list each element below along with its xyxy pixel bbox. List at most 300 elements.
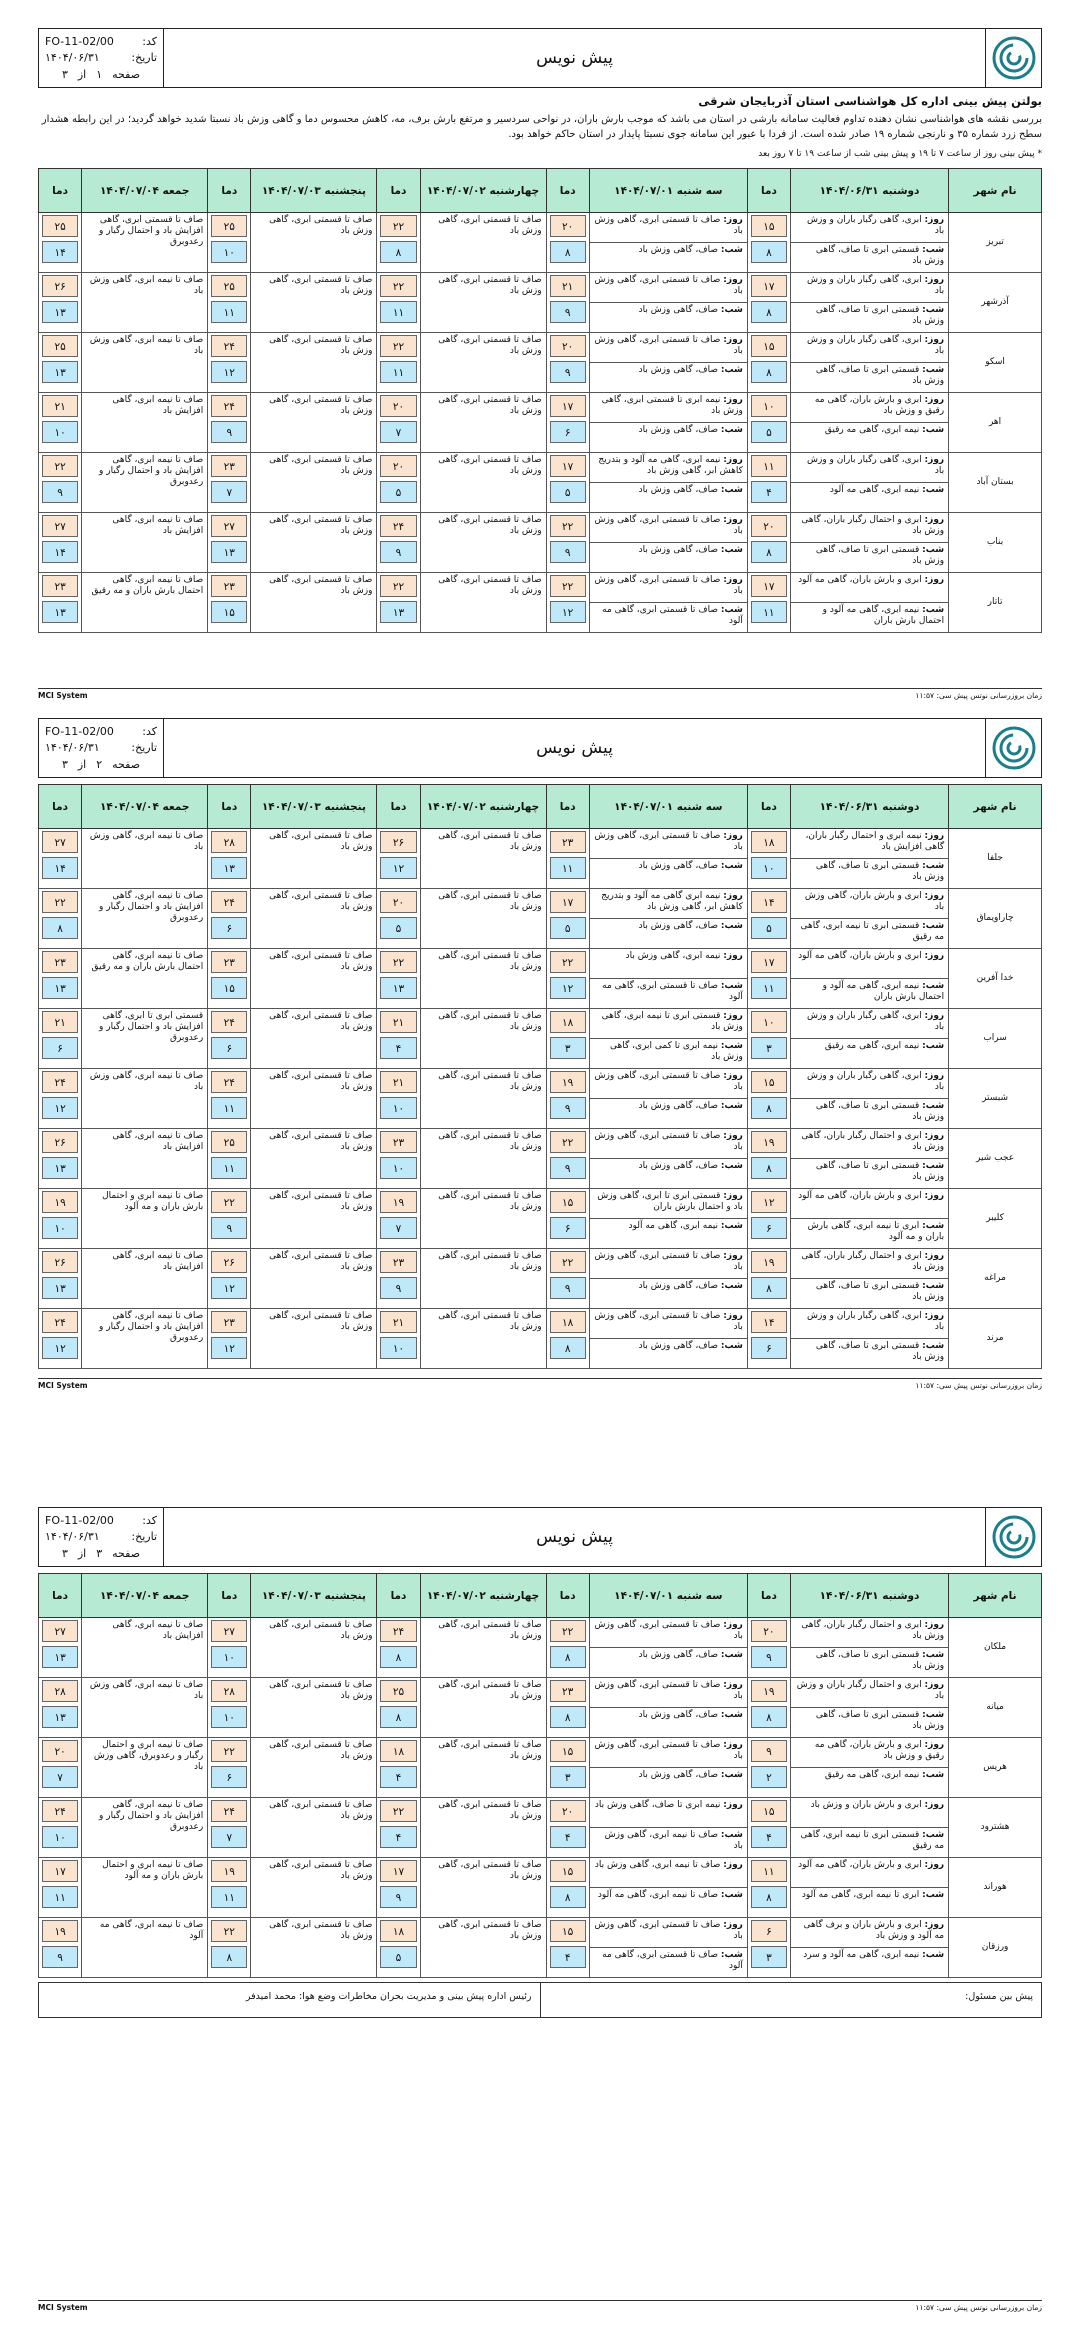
col-day-mon: دوشنبه ۱۴۰۴/۰۶/۳۱	[790, 1574, 948, 1618]
max-temp: ۲۴	[42, 1071, 78, 1093]
wed-forecast: صاف تا قسمتی ابری، گاهی وزش باد	[420, 513, 546, 573]
max-temp: ۱۵	[550, 1860, 586, 1882]
min-temp: ۱۴	[42, 541, 78, 563]
min-temp: ۵	[751, 917, 787, 939]
max-temp: ۲۰	[380, 455, 416, 477]
tue-temps	[546, 1009, 589, 1069]
col-day-fri: جمعه ۱۴۰۴/۰۷/۰۴	[82, 169, 208, 213]
fri-forecast: صاف تا نیمه ابری، گاهی افزایش باد	[82, 1249, 208, 1309]
max-temp: ۲۲	[550, 1131, 586, 1153]
fri-temps	[39, 333, 82, 393]
min-temp: ۹	[211, 421, 247, 443]
meteorology-logo-icon	[985, 1508, 1041, 1566]
tue-night-forecast: شب: صاف تا نیمه ابری، گاهی مه آلود	[589, 1888, 747, 1918]
page	[38, 1507, 1042, 2018]
mon-day-forecast: روز: ابری، گاهی رگبار باران و وزش باد	[790, 333, 948, 363]
max-temp: ۲۷	[42, 1620, 78, 1642]
mon-day-forecast: روز: ابری، گاهی رگبار باران و وزش باد	[790, 273, 948, 303]
mon-temps	[747, 573, 790, 633]
min-temp: ۸	[550, 1706, 586, 1728]
min-temp: ۹	[550, 1157, 586, 1179]
max-temp: ۲۲	[211, 1920, 247, 1942]
thu-temps	[208, 1249, 251, 1309]
col-city: نام شهر	[949, 1574, 1042, 1618]
col-day-fri: جمعه ۱۴۰۴/۰۷/۰۴	[82, 1574, 208, 1618]
max-temp: ۱۸	[380, 1920, 416, 1942]
wed-forecast: صاف تا قسمتی ابری، گاهی وزش باد	[420, 1618, 546, 1678]
tue-day-forecast: روز: صاف تا قسمتی ابری، گاهی وزش باد	[589, 1918, 747, 1948]
thu-temps	[208, 1069, 251, 1129]
max-temp: ۱۷	[751, 951, 787, 973]
min-temp: ۷	[380, 1217, 416, 1239]
footer-system: MCI System	[38, 691, 88, 700]
forecast-table	[38, 784, 1042, 1369]
min-temp: ۶	[211, 1766, 247, 1788]
max-temp: ۲۲	[211, 1191, 247, 1213]
min-temp: ۱۵	[211, 977, 247, 999]
max-temp: ۱۹	[380, 1191, 416, 1213]
min-temp: ۳	[751, 1037, 787, 1059]
mon-temps	[747, 1009, 790, 1069]
max-temp: ۲۱	[42, 395, 78, 417]
mon-day-forecast: روز: ابری و بارش باران، گاهی مه رقیق و وزش باد	[790, 1738, 948, 1768]
forecast-table	[38, 168, 1042, 633]
tue-night-forecast: شب: صاف، گاهی وزش باد	[589, 1648, 747, 1678]
min-temp: ۱۴	[42, 857, 78, 879]
city-name: اسکو	[949, 333, 1042, 393]
city-name: میانه	[949, 1678, 1042, 1738]
min-temp: ۱۰	[211, 1646, 247, 1668]
tue-night-forecast: شب: صاف، گاهی وزش باد	[589, 1159, 747, 1189]
max-temp: ۲۲	[211, 1740, 247, 1762]
doc-meta: کد: FO-11-02/00 تاریخ: ۱۴۰۴/۰۶/۳۱ صفحه ۳ از ۳	[39, 1508, 164, 1566]
tue-day-forecast: روز: صاف تا قسمتی ابری، گاهی وزش باد	[589, 829, 747, 859]
min-temp: ۱۰	[42, 1217, 78, 1239]
tue-day-forecast: روز: قسمتی ابری تا ابری، گاهی وزش باد و احتمال بارش باران	[589, 1189, 747, 1219]
date-label: تاریخ:	[131, 1530, 157, 1544]
mon-temps	[747, 1309, 790, 1369]
max-temp: ۲۲	[380, 335, 416, 357]
max-temp: ۱۷	[550, 395, 586, 417]
min-temp: ۳	[550, 1766, 586, 1788]
max-temp: ۲۵	[211, 215, 247, 237]
max-temp: ۱۸	[751, 831, 787, 853]
max-temp: ۱۱	[751, 1860, 787, 1882]
wed-forecast: صاف تا قسمتی ابری، گاهی وزش باد	[420, 213, 546, 273]
wed-temps	[377, 1249, 420, 1309]
min-temp: ۷	[42, 1766, 78, 1788]
mon-temps	[747, 1738, 790, 1798]
fri-temps	[39, 213, 82, 273]
tue-night-forecast: شب: صاف، گاهی وزش باد	[589, 1279, 747, 1309]
mon-temps	[747, 453, 790, 513]
max-temp: ۲۴	[211, 1071, 247, 1093]
tue-temps	[546, 513, 589, 573]
tue-temps	[546, 273, 589, 333]
max-temp: ۲۶	[380, 831, 416, 853]
max-temp: ۲۳	[42, 575, 78, 597]
wed-forecast: صاف تا قسمتی ابری، گاهی وزش باد	[420, 1069, 546, 1129]
mon-night-forecast: شب: نیمه ابری، گاهی مه رقیق	[790, 1039, 948, 1069]
wed-temps	[377, 1009, 420, 1069]
min-temp: ۹	[550, 1097, 586, 1119]
doc-code: FO-11-02/00	[45, 724, 114, 738]
fri-forecast: صاف تا نیمه ابری، گاهی وزش باد	[82, 1678, 208, 1738]
responsible-box	[38, 1982, 1042, 2018]
city-name: تبریز	[949, 213, 1042, 273]
thu-forecast: صاف تا قسمتی ابری، گاهی وزش باد	[251, 1189, 377, 1249]
doc-code: FO-11-02/00	[45, 1513, 114, 1527]
tue-day-forecast: روز: صاف تا قسمتی ابری، گاهی وزش باد	[589, 513, 747, 543]
mon-night-forecast: شب: نیمه ابری، گاهی مه رقیق	[790, 423, 948, 453]
max-temp: ۱۷	[550, 891, 586, 913]
city-name: خدا آفرین	[949, 949, 1042, 1009]
tue-night-forecast: شب: صاف، گاهی وزش باد	[589, 1339, 747, 1369]
thu-forecast: صاف تا قسمتی ابری، گاهی وزش باد	[251, 1249, 377, 1309]
thu-forecast: صاف تا قسمتی ابری، گاهی وزش باد	[251, 213, 377, 273]
thu-forecast: صاف تا قسمتی ابری، گاهی وزش باد	[251, 949, 377, 1009]
tue-temps	[546, 1678, 589, 1738]
max-temp: ۱۱	[751, 455, 787, 477]
max-temp: ۲۶	[42, 1251, 78, 1273]
max-temp: ۱۷	[380, 1860, 416, 1882]
max-temp: ۲۰	[380, 891, 416, 913]
max-temp: ۱۹	[42, 1920, 78, 1942]
max-temp: ۲۲	[550, 1620, 586, 1642]
min-temp: ۹	[380, 1886, 416, 1908]
fri-forecast: قسمتی ابری تا ابری، گاهی افزایش باد و احتمال رگبار و رعدوبرق	[82, 1009, 208, 1069]
max-temp: ۲۳	[211, 575, 247, 597]
tue-day-forecast: روز: نیمه ابری، گاهی مه آلود و بتدریج کاهش ابر، گاهی وزش باد	[589, 453, 747, 483]
mon-temps	[747, 333, 790, 393]
tue-day-forecast: روز: صاف تا قسمتی ابری، گاهی وزش باد	[589, 1309, 747, 1339]
tue-night-forecast: شب: صاف، گاهی وزش باد	[589, 1768, 747, 1798]
thu-temps	[208, 889, 251, 949]
max-temp: ۱۵	[751, 335, 787, 357]
mon-day-forecast: روز: ابری، گاهی رگبار باران و وزش باد	[790, 1069, 948, 1099]
min-temp: ۶	[751, 1217, 787, 1239]
date-label: تاریخ:	[131, 51, 157, 65]
min-temp: ۱۲	[550, 977, 586, 999]
tue-day-forecast: روز: صاف تا قسمتی ابری، گاهی وزش باد	[589, 1129, 747, 1159]
mon-night-forecast: شب: قسمتی ابری تا نیمه ابری، گاهی مه رقیق	[790, 919, 948, 949]
wed-forecast: صاف تا قسمتی ابری، گاهی وزش باد	[420, 1798, 546, 1858]
mon-night-forecast: شب: نیمه ابری، گاهی مه آلود و احتمال بارش باران	[790, 603, 948, 633]
thu-forecast: صاف تا قسمتی ابری، گاهی وزش باد	[251, 513, 377, 573]
max-temp: ۲۲	[550, 575, 586, 597]
page-number: ۲	[96, 758, 103, 772]
wed-temps	[377, 829, 420, 889]
mon-temps	[747, 829, 790, 889]
max-temp: ۲۲	[550, 1251, 586, 1273]
min-temp: ۱۲	[211, 361, 247, 383]
thu-temps	[208, 1858, 251, 1918]
mon-temps	[747, 1678, 790, 1738]
tue-temps	[546, 1798, 589, 1858]
min-temp: ۶	[42, 1037, 78, 1059]
page-header	[38, 1507, 1042, 1567]
thu-temps	[208, 1918, 251, 1978]
mon-day-forecast: روز: ابری و بارش باران، گاهی مه آلود	[790, 573, 948, 603]
max-temp: ۲۱	[380, 1311, 416, 1333]
city-name: سراب	[949, 1009, 1042, 1069]
min-temp: ۱۳	[42, 361, 78, 383]
thu-temps	[208, 213, 251, 273]
thu-temps	[208, 1678, 251, 1738]
min-temp: ۲	[751, 1766, 787, 1788]
fri-forecast: صاف تا قسمتی ابری، گاهی افزایش باد و احتمال رگبار و رعدوبرق	[82, 213, 208, 273]
min-temp: ۱۳	[42, 1157, 78, 1179]
min-temp: ۱۲	[211, 1277, 247, 1299]
mon-day-forecast: روز: ابری و احتمال رگبار باران، گاهی وزش باد	[790, 1618, 948, 1648]
table-header: نام شهر دوشنبه ۱۴۰۴/۰۶/۳۱ دما سه شنبه ۱۴۰۴/۰۷/۰۱ دما چهارشنبه ۱۴۰۴/۰۷/۰۲ دما پنجشنبه ۱۴۰۴/۰۷/۰۳ دما جمعه ۱۴۰۴/۰۷/۰۴ دما	[39, 169, 1042, 213]
thu-temps	[208, 333, 251, 393]
city-name: هوراند	[949, 1858, 1042, 1918]
min-temp: ۵	[380, 481, 416, 503]
tue-night-forecast: شب: صاف تا قسمتی ابری، گاهی مه آلود	[589, 979, 747, 1009]
max-temp: ۲۰	[751, 1620, 787, 1642]
thu-temps	[208, 1618, 251, 1678]
min-temp: ۸	[751, 361, 787, 383]
max-temp: ۱۵	[550, 1920, 586, 1942]
table-row	[39, 829, 1042, 859]
tue-night-forecast: شب: صاف، گاهی وزش باد	[589, 243, 747, 273]
city-name: عجب شیر	[949, 1129, 1042, 1189]
min-temp: ۳	[751, 1946, 787, 1968]
max-temp: ۲۴	[380, 515, 416, 537]
min-temp: ۵	[550, 917, 586, 939]
max-temp: ۱۷	[751, 275, 787, 297]
doc-meta: کد: FO-11-02/00 تاریخ: ۱۴۰۴/۰۶/۳۱ صفحه ۱ از ۳	[39, 29, 164, 87]
city-name: ملکان	[949, 1618, 1042, 1678]
thu-forecast: صاف تا قسمتی ابری، گاهی وزش باد	[251, 1309, 377, 1369]
min-temp: ۹	[211, 1217, 247, 1239]
mon-night-forecast: شب: ابری تا نیمه ابری، گاهی بارش باران و مه آلود	[790, 1219, 948, 1249]
fri-temps	[39, 889, 82, 949]
thu-forecast: صاف تا قسمتی ابری، گاهی وزش باد	[251, 573, 377, 633]
min-temp: ۵	[751, 421, 787, 443]
table-row	[39, 393, 1042, 423]
max-temp: ۱۹	[550, 1071, 586, 1093]
max-temp: ۱۷	[550, 455, 586, 477]
table-row	[39, 1189, 1042, 1219]
code-label: کد:	[142, 724, 157, 738]
tue-night-forecast: شب: صاف، گاهی وزش باد	[589, 363, 747, 393]
tue-day-forecast: روز: قسمتی ابری تا نیمه ابری، گاهی وزش باد	[589, 1009, 747, 1039]
fri-forecast: صاف تا نیمه ابری، گاهی افزایش باد و احتمال رگبار و رعدوبرق	[82, 453, 208, 513]
page-footer	[38, 1378, 1042, 1390]
page-number: ۱	[96, 68, 103, 82]
tue-day-forecast: روز: صاف تا قسمتی ابری، گاهی وزش باد	[589, 1618, 747, 1648]
mon-temps	[747, 949, 790, 1009]
min-temp: ۴	[380, 1037, 416, 1059]
tue-night-forecast: شب: صاف تا قسمتی ابری، گاهی مه آلود	[589, 603, 747, 633]
min-temp: ۱۴	[42, 241, 78, 263]
min-temp: ۵	[380, 917, 416, 939]
col-day-thu: پنجشنبه ۱۴۰۴/۰۷/۰۳	[251, 1574, 377, 1618]
tue-day-forecast: روز: صاف تا قسمتی ابری، گاهی وزش باد	[589, 333, 747, 363]
wed-forecast: صاف تا قسمتی ابری، گاهی وزش باد	[420, 1678, 546, 1738]
tue-temps	[546, 1918, 589, 1978]
city-name: هشترود	[949, 1798, 1042, 1858]
min-temp: ۸	[550, 1337, 586, 1359]
wed-forecast: صاف تا قسمتی ابری، گاهی وزش باد	[420, 829, 546, 889]
page-title: پیش نویس	[536, 48, 613, 68]
tue-night-forecast: شب: صاف تا قسمتی ابری، گاهی مه آلود	[589, 1948, 747, 1978]
wed-forecast: صاف تا قسمتی ابری، گاهی وزش باد	[420, 1189, 546, 1249]
min-temp: ۱۰	[380, 1337, 416, 1359]
table-row	[39, 949, 1042, 979]
page-number: ۳	[96, 1547, 103, 1561]
fri-forecast: صاف تا نیمه ابری، گاهی افزایش باد	[82, 513, 208, 573]
fri-forecast: صاف تا نیمه ابری، گاهی وزش باد	[82, 1069, 208, 1129]
max-temp: ۱۹	[751, 1680, 787, 1702]
thu-forecast: صاف تا قسمتی ابری، گاهی وزش باد	[251, 1858, 377, 1918]
max-temp: ۲۲	[380, 275, 416, 297]
city-name: تاتار	[949, 573, 1042, 633]
fri-forecast: صاف تا نیمه ابری، گاهی وزش باد	[82, 333, 208, 393]
max-temp: ۱۵	[751, 1071, 787, 1093]
max-temp: ۲۴	[211, 395, 247, 417]
max-temp: ۲۰	[751, 515, 787, 537]
col-day-tue: سه شنبه ۱۴۰۴/۰۷/۰۱	[589, 169, 747, 213]
max-temp: ۱۹	[42, 1191, 78, 1213]
min-temp: ۸	[751, 1706, 787, 1728]
fri-forecast: صاف تا نیمه ابری، گاهی افزایش باد	[82, 1129, 208, 1189]
city-name: مراغه	[949, 1249, 1042, 1309]
min-temp: ۶	[211, 917, 247, 939]
mon-temps	[747, 1129, 790, 1189]
city-name: اهر	[949, 393, 1042, 453]
mon-night-forecast: شب: قسمتی ابری تا نیمه ابری، گاهی مه رقیق	[790, 1828, 948, 1858]
min-temp: ۷	[211, 481, 247, 503]
thu-forecast: صاف تا قسمتی ابری، گاهی وزش باد	[251, 1738, 377, 1798]
table-row	[39, 1618, 1042, 1648]
fri-forecast: صاف تا نیمه ابری، گاهی افزایش باد و احتمال رگبار و رعدوبرق	[82, 1798, 208, 1858]
fri-temps	[39, 1069, 82, 1129]
max-temp: ۲۰	[550, 1800, 586, 1822]
mon-day-forecast: روز: ابری و احتمال رگبار باران و وزش باد	[790, 1678, 948, 1708]
min-temp: ۶	[550, 1217, 586, 1239]
col-day-wed: چهارشنبه ۱۴۰۴/۰۷/۰۲	[420, 1574, 546, 1618]
max-temp: ۲۸	[42, 1680, 78, 1702]
min-temp: ۳	[550, 1037, 586, 1059]
min-temp: ۱۲	[42, 1337, 78, 1359]
footer-system: MCI System	[38, 2303, 88, 2312]
min-temp: ۱۱	[211, 301, 247, 323]
max-temp: ۲۷	[42, 515, 78, 537]
mon-day-forecast: روز: ابری و بارش باران، گاهی مه آلود	[790, 1189, 948, 1219]
max-temp: ۶	[751, 1920, 787, 1942]
wed-temps	[377, 513, 420, 573]
wed-forecast: صاف تا قسمتی ابری، گاهی وزش باد	[420, 949, 546, 1009]
mon-day-forecast: روز: نیمه ابری و احتمال رگبار باران، گاهی افزایش باد	[790, 829, 948, 859]
mon-temps	[747, 213, 790, 273]
min-temp: ۹	[550, 361, 586, 383]
tue-temps	[546, 889, 589, 949]
page	[38, 28, 1042, 633]
min-temp: ۱۰	[211, 1706, 247, 1728]
table-row	[39, 1069, 1042, 1099]
thu-temps	[208, 393, 251, 453]
fri-forecast: صاف تا نیمه ابری، گاهی افزایش باد و احتمال رگبار و رعدوبرق	[82, 1309, 208, 1369]
thu-forecast: صاف تا قسمتی ابری، گاهی وزش باد	[251, 1918, 377, 1978]
tue-day-forecast: روز: صاف تا قسمتی ابری، گاهی وزش باد	[589, 213, 747, 243]
thu-temps	[208, 829, 251, 889]
wed-forecast: صاف تا قسمتی ابری، گاهی وزش باد	[420, 1918, 546, 1978]
col-day-fri: جمعه ۱۴۰۴/۰۷/۰۴	[82, 785, 208, 829]
max-temp: ۲۰	[550, 215, 586, 237]
fri-temps	[39, 453, 82, 513]
tue-temps	[546, 573, 589, 633]
min-temp: ۱۲	[211, 1337, 247, 1359]
min-temp: ۸	[751, 1097, 787, 1119]
code-label: کد:	[142, 34, 157, 48]
mon-night-forecast: شب: قسمتی ابری تا صاف، گاهی وزش باد	[790, 303, 948, 333]
max-temp: ۱۰	[751, 1011, 787, 1033]
mon-day-forecast: روز: ابری، گاهی رگبار باران و وزش باد	[790, 1009, 948, 1039]
tue-night-forecast: شب: صاف تا نیمه ابری، گاهی وزش باد	[589, 1828, 747, 1858]
mon-night-forecast: شب: قسمتی ابری تا صاف، گاهی وزش باد	[790, 1279, 948, 1309]
max-temp: ۲۱	[380, 1071, 416, 1093]
max-temp: ۲۱	[380, 1011, 416, 1033]
fri-forecast: صاف تا نیمه ابری، گاهی احتمال بارش باران و مه رقیق	[82, 949, 208, 1009]
max-temp: ۱۸	[380, 1740, 416, 1762]
page-title: پیش نویس	[536, 1527, 613, 1547]
fri-forecast: صاف تا نیمه ابری، گاهی افزایش باد و احتمال رگبار و رعدوبرق	[82, 889, 208, 949]
min-temp: ۵	[380, 1946, 416, 1968]
fri-temps	[39, 1798, 82, 1858]
wed-temps	[377, 889, 420, 949]
page-header	[38, 28, 1042, 88]
table-row	[39, 573, 1042, 603]
mon-night-forecast: شب: قسمتی ابری تا صاف، گاهی وزش باد	[790, 363, 948, 393]
fri-temps	[39, 1738, 82, 1798]
tue-temps	[546, 949, 589, 1009]
tue-night-forecast: شب: نیمه ابری تا کمی ابری، گاهی وزش باد	[589, 1039, 747, 1069]
min-temp: ۶	[751, 1337, 787, 1359]
fri-forecast: صاف تا نیمه ابری، گاهی مه آلود	[82, 1918, 208, 1978]
mon-day-forecast: روز: ابری، گاهی رگبار باران و وزش باد	[790, 213, 948, 243]
max-temp: ۲۶	[42, 1131, 78, 1153]
thu-forecast: صاف تا قسمتی ابری، گاهی وزش باد	[251, 393, 377, 453]
tue-day-forecast: روز: صاف تا قسمتی ابری، گاهی وزش باد	[589, 1069, 747, 1099]
total-pages: ۳	[61, 758, 68, 772]
footer-update-time: زمان بروزرسانی نوتس پیش سی: ۱۱:۵۷	[915, 691, 1042, 700]
max-temp: ۲۵	[380, 1680, 416, 1702]
table-row	[39, 1129, 1042, 1159]
min-temp: ۸	[211, 1946, 247, 1968]
tue-temps	[546, 213, 589, 273]
wed-forecast: صاف تا قسمتی ابری، گاهی وزش باد	[420, 1858, 546, 1918]
wed-temps	[377, 273, 420, 333]
table-row	[39, 213, 1042, 243]
max-temp: ۲۲	[550, 951, 586, 973]
tue-temps	[546, 1249, 589, 1309]
fri-temps	[39, 1249, 82, 1309]
max-temp: ۲۴	[211, 1011, 247, 1033]
bulletin-note: * پیش بینی روز از ساعت ۷ تا ۱۹ و پیش بینی شب از ساعت ۱۹ تا ۷ روز بعد	[758, 149, 1042, 159]
wed-temps	[377, 1798, 420, 1858]
wed-forecast: صاف تا قسمتی ابری، گاهی وزش باد	[420, 333, 546, 393]
max-temp: ۲۳	[550, 1680, 586, 1702]
min-temp: ۱۲	[42, 1097, 78, 1119]
min-temp: ۱۰	[380, 1157, 416, 1179]
fri-temps	[39, 1009, 82, 1069]
mon-temps	[747, 1189, 790, 1249]
mon-night-forecast: شب: قسمتی ابری تا صاف، گاهی وزش باد	[790, 543, 948, 573]
min-temp: ۱۳	[380, 601, 416, 623]
